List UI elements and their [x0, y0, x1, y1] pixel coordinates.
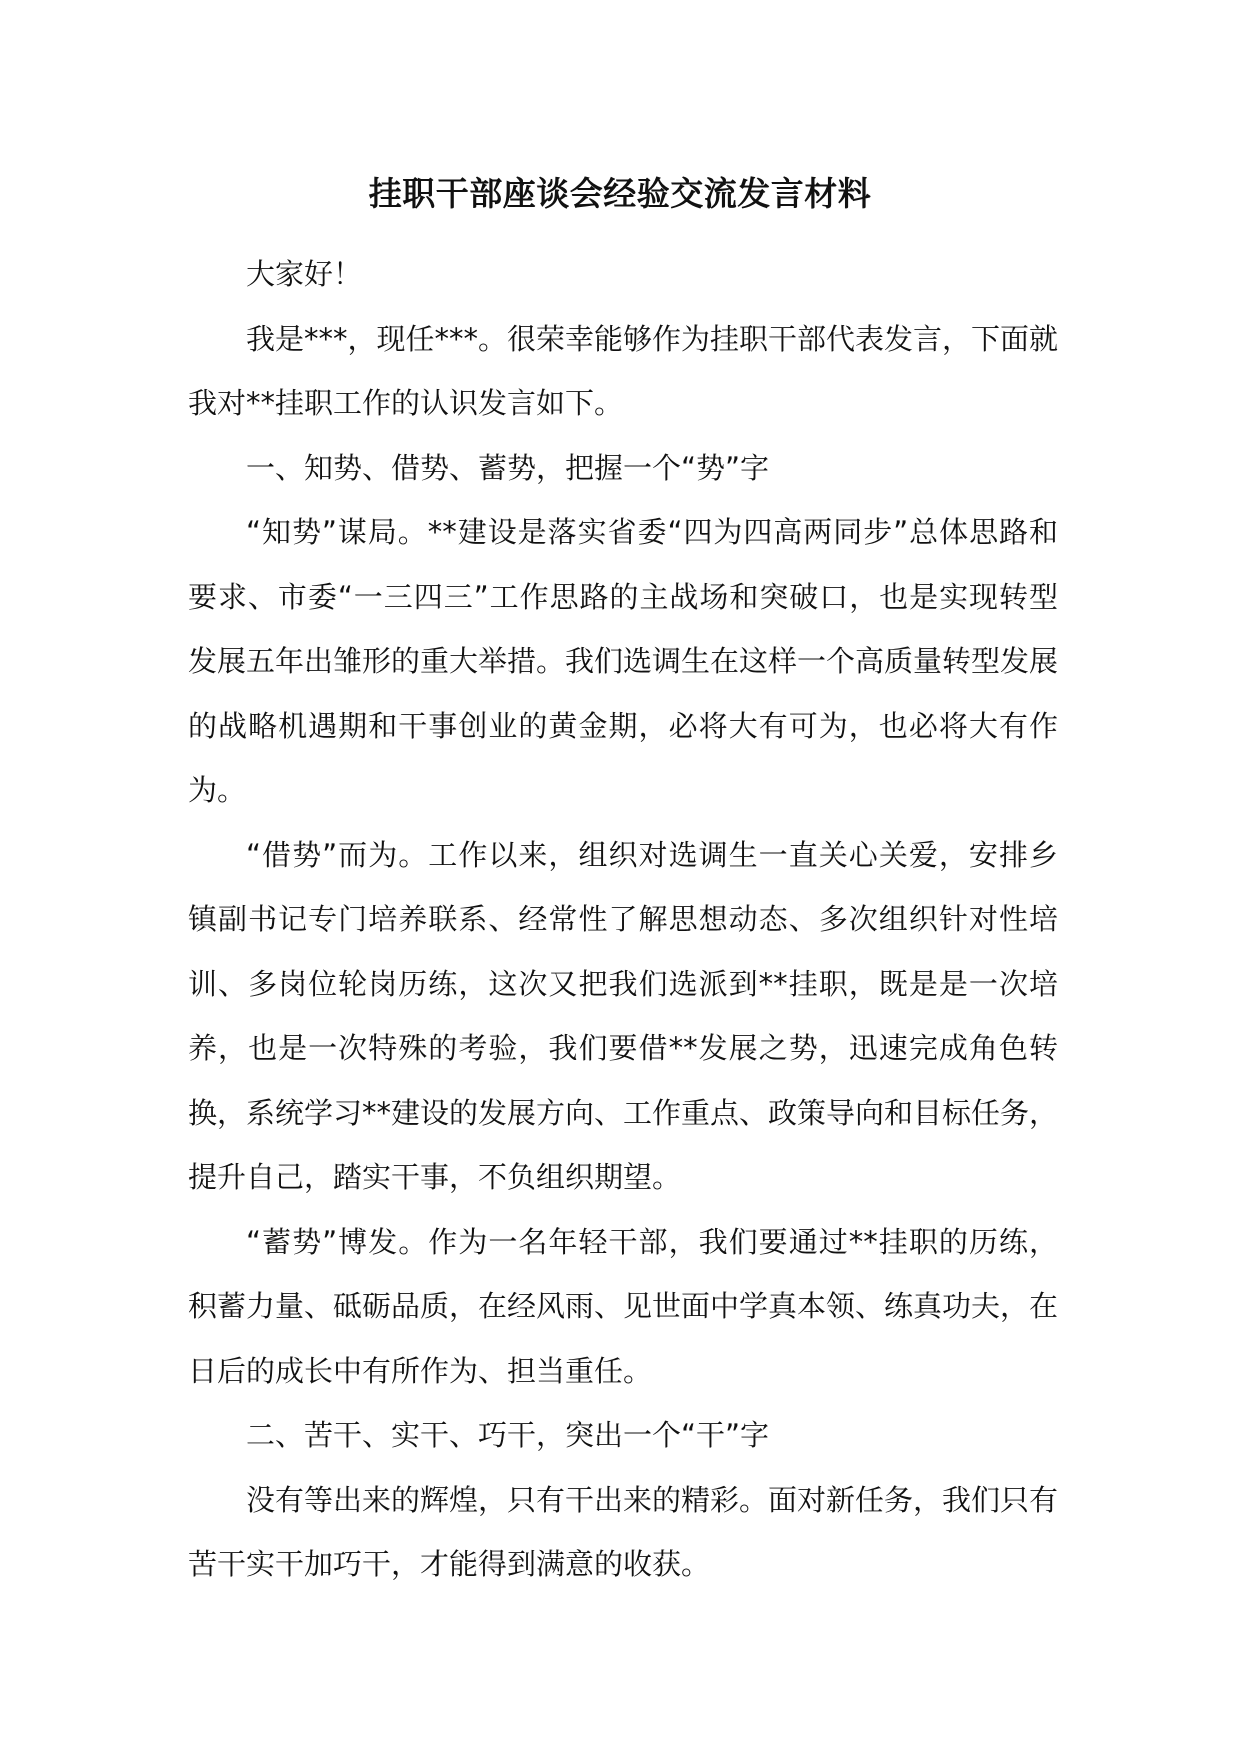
document-title: 挂职干部座谈会经验交流发言材料 — [368, 174, 872, 213]
paragraph-gan: 没有等出来的辉煌，只有干出来的精彩。面对新任务，我们只有苦干实干加巧干，才能得到满意的收获。 — [188, 1482, 1059, 1581]
paragraph-xushi: “蓄势”博发。作为一名年轻干部，我们要通过**挂职的历练，积蓄力量、砥砺品质，在经风雨、见世面中学真本领、练真功夫，在日后的成长中有所作为、担当重任。 — [188, 1224, 1059, 1388]
intro-paragraph: 我是***，现任***。很荣幸能够作为挂职干部代表发言，下面就我对**挂职工作的认识发言如下。 — [188, 321, 1059, 420]
document-body — [188, 242, 1058, 1597]
greeting-paragraph: 大家好！ — [246, 257, 363, 291]
paragraph-jieshi: “借势”而为。工作以来，组织对选调生一直关心关爱，安排乡镇副书记专门培养联系、经常性了解思想动态、多次组织针对性培训、多岗位轮岗历练，这次又把我们选派到**挂职，既是是一次培养，也是一次特殊的考验，我们要借**发展之势，迅速完成角色转换，系统学习**建设的发展方向、工作重点、政策导向和目标任务，提升自己，踏实干事，不负组织期望。 — [188, 837, 1059, 1194]
section-heading-2: 二、苦干、实干、巧干，突出一个“干”字 — [246, 1418, 770, 1452]
section-heading-1: 一、知势、借势、蓄势，把握一个“势”字 — [246, 450, 770, 485]
paragraph-zhishi: “知势”谋局。**建设是落实省委“四为四高两同步”总体思路和要求、市委“一三四三”工作思路的主战场和突破口，也是实现转型发展五年出雏形的重大举措。我们选调生在这样一个高质量转型发展的战略机遇期和干事创业的黄金期，必将大有可为，也必将大有作为。 — [188, 515, 1059, 807]
